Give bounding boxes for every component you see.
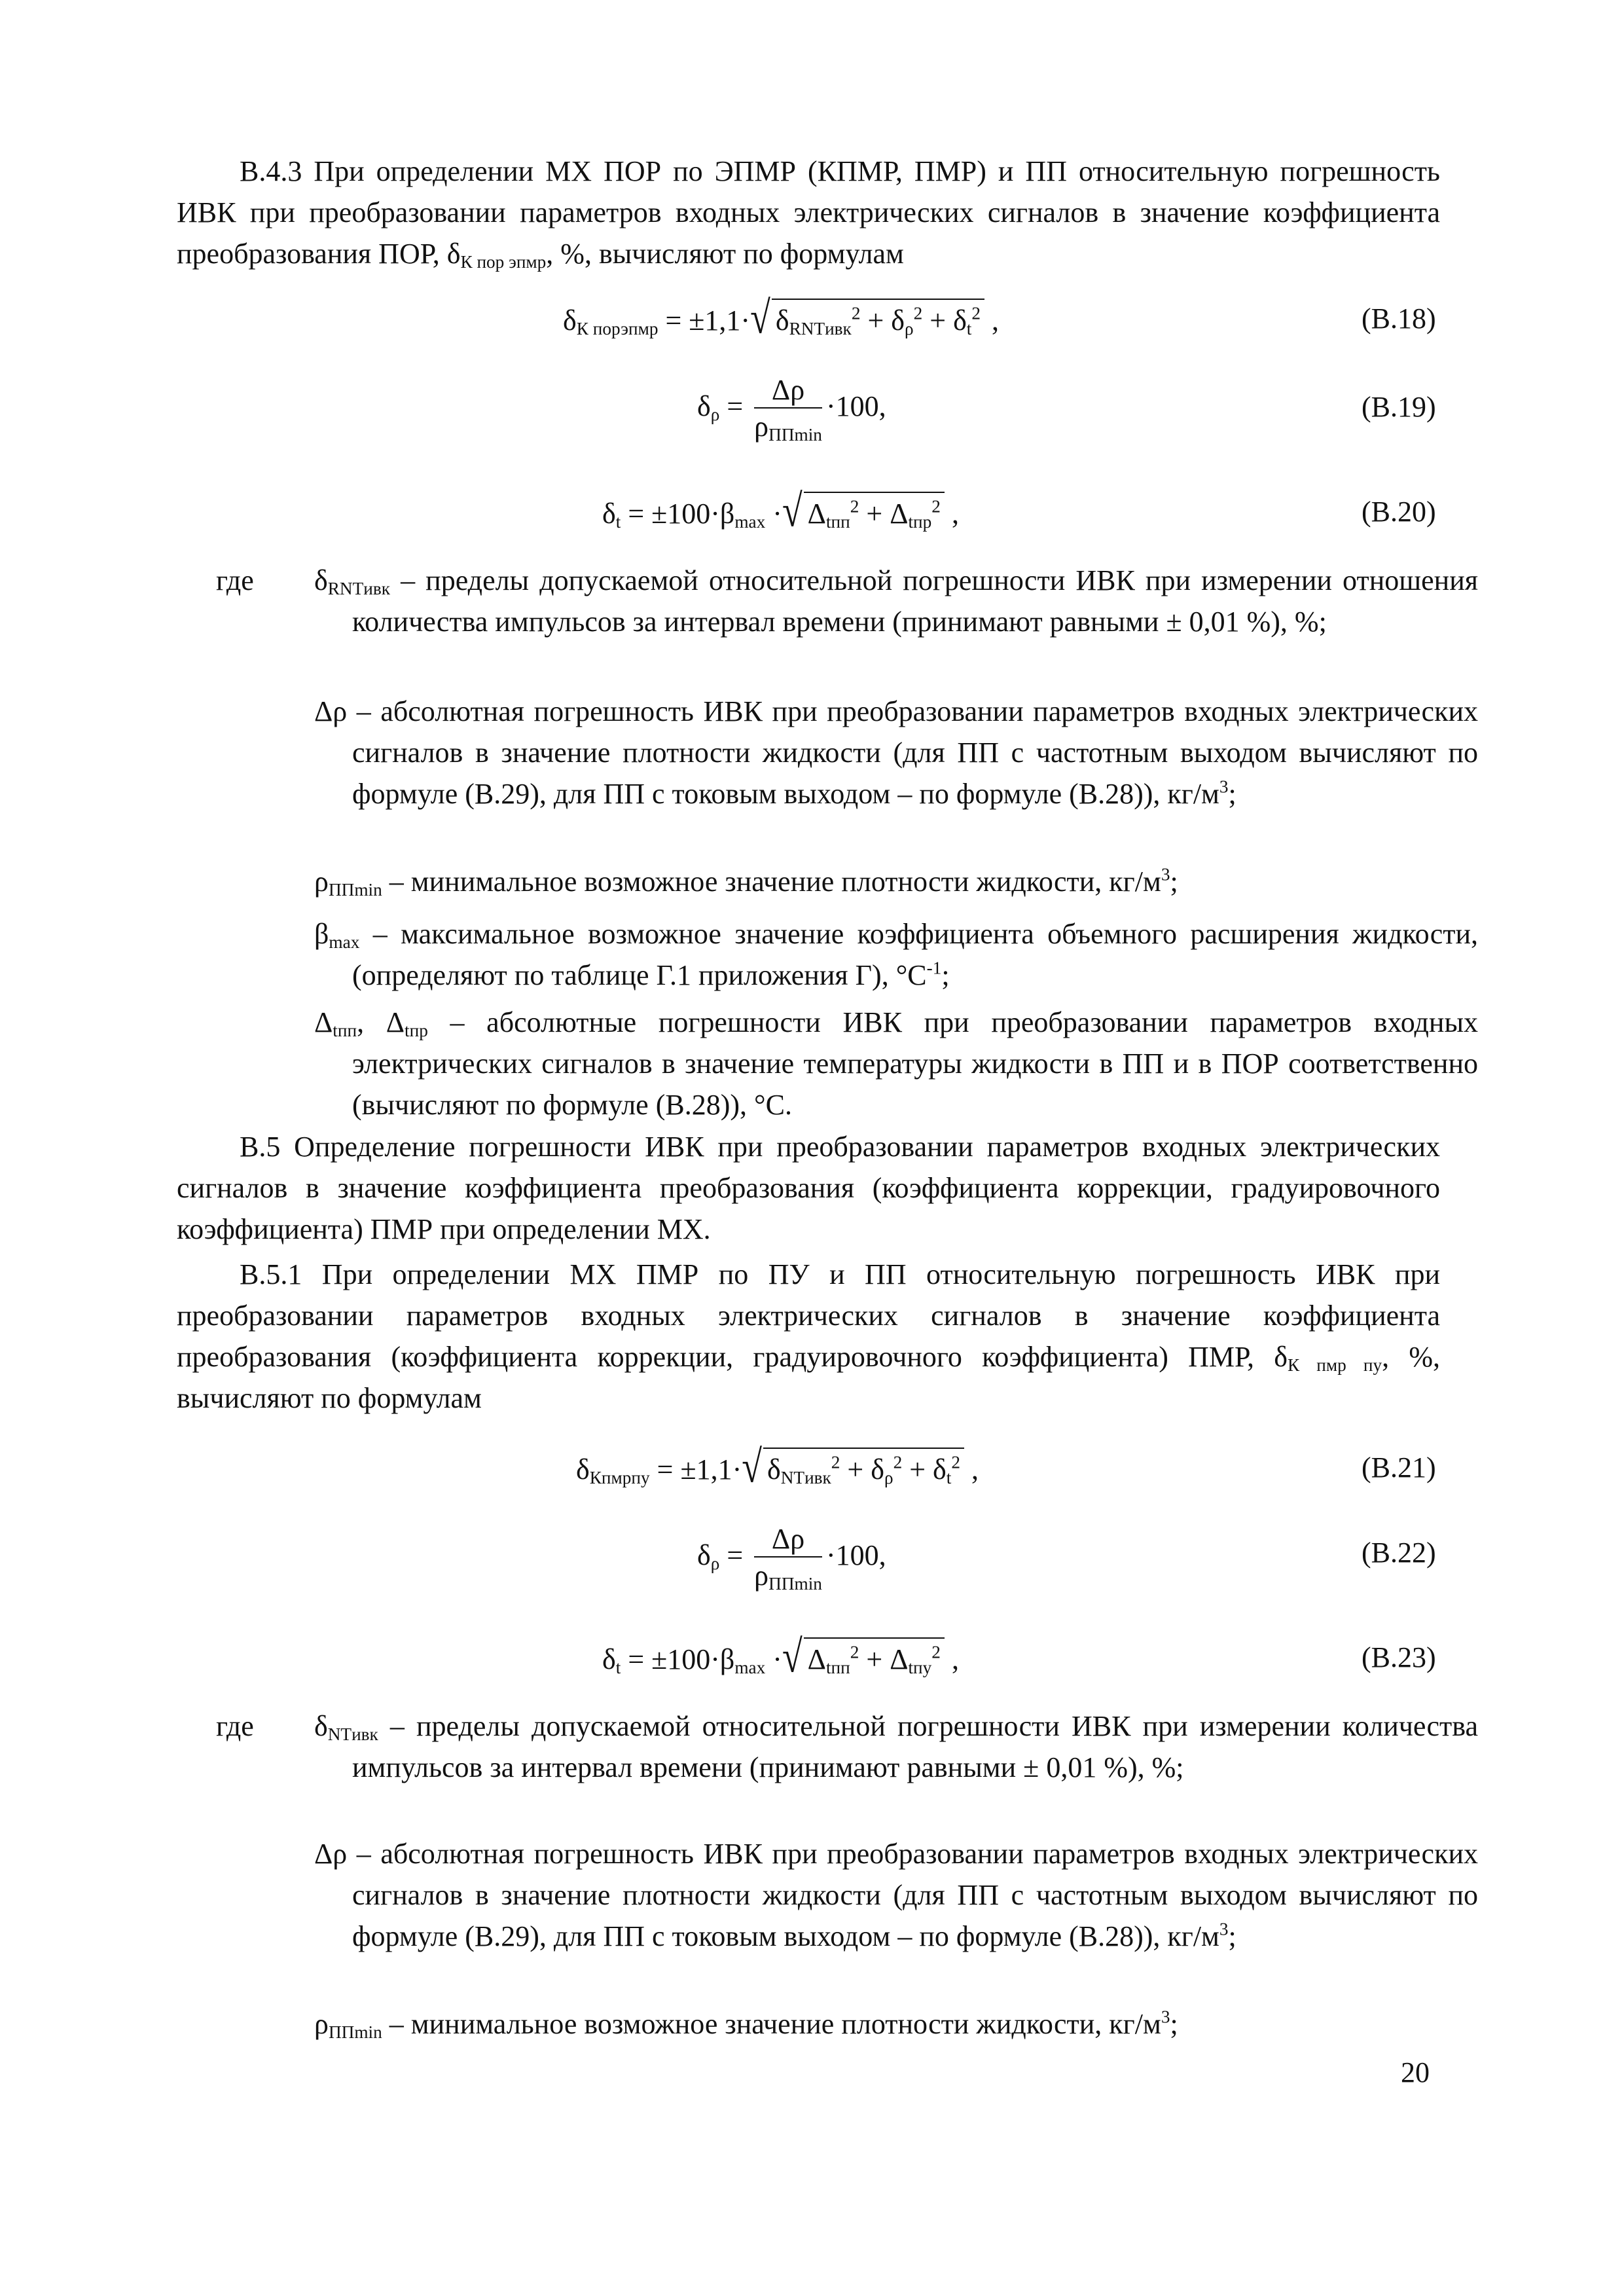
equation-number-b21: (В.21) <box>1362 1451 1436 1484</box>
equation-number-b22: (В.22) <box>1362 1537 1436 1569</box>
equation-number-b19: (В.19) <box>1362 391 1436 423</box>
formula-b19: $\delta_\rho$ = $\frac{\Delta\rho}{\rho_{ППmin}}$ ·100, <box>697 374 886 445</box>
formula-b22: $\delta_\rho$ = $\frac{\Delta\rho}{\rho_{ППmin}}$ ·100, <box>697 1523 886 1594</box>
formula-b23: $\delta_t = \pm 100\cdot\beta_{max}$ ·√ $\Delta_{tпп}^2 + \Delta_{tпу}^2$ , <box>602 1631 959 1683</box>
paragraph-b51: В.5.1 При определении МХ ПМР по ПУ и ПП относительную погрешность ИВК при преобразовании параметров входных электрических сигналов в значение коэффициента преобразования (коэффициента коррекции, градуировочного коэффициента) ПМР, $\delta_{К пмр пу}$, %, вычисляют по формулам <box>177 1258 1440 1414</box>
equation-number-b23: (В.23) <box>1362 1641 1436 1673</box>
definition-beta-max: $\beta_{max}$ – максимальное возможное значение коэффициента объемного расширения жидкости, (определяют по таблице Г.1 приложения Г), $^\circ С^{-1}$; <box>314 918 1478 991</box>
equation-number-b20: (В.20) <box>1362 496 1436 528</box>
paragraph-b5: В.5 Определение погрешности ИВК при преобразовании параметров входных электрических сигналов в значение коэффициента преобразования (коэффициента коррекции, градуировочного коэффициента) ПМР при определении МХ. <box>177 1131 1440 1245</box>
formula-b18: $\delta_{К порэпмр} = \pm 1,1\cdot√$ $\delta_{RNTивк}^2 + \delta_\rho^2 + \delta_t^2$ , <box>563 293 1000 344</box>
definition-delta-nt: $\delta_{NTивк}$ – пределы допускаемой относительной погрешности ИВК при измерении количества импульсов за интервал времени (принимают равными ± 0,01 %), %; <box>314 1710 1478 1783</box>
definition-delta-rho: Δρ – абсолютная погрешность ИВК при преобразовании параметров входных электрических сигналов в значение плотности жидкости (для ПП с частотным выходом вычисляют по формуле (В.29), для ПП с токовым выходом – по формуле (В.28)), $кг/м^3$; <box>314 1838 1478 1952</box>
where-label: где <box>216 1710 254 1742</box>
formula-b20: $\delta_t = \pm 100\cdot\beta_{max}$ ·√ $\Delta_{tпп}^2 + \Delta_{tпр}^2$ , <box>602 486 959 537</box>
formula-b21: $\delta_{Кпмрпу} = \pm 1,1\cdot√$ $\delta_{NTивк}^2 + \delta_\rho^2 + \delta_t^2$ , <box>576 1442 979 1493</box>
definition-delta-rnt: $\delta_{RNTивк}$ – пределы допускаемой относительной погрешности ИВК при измерении отношения количества импульсов за интервал времени (принимают равными ± 0,01 %), %; <box>314 564 1478 638</box>
page-number: 20 <box>1401 2056 1430 2088</box>
where-label: где <box>216 564 254 596</box>
equation-number-b18: (В.18) <box>1362 302 1436 335</box>
paragraph-b43: В.4.3 При определении МХ ПОР по ЭПМР (КПМР, ПМР) и ПП относительную погрешность ИВК при преобразовании параметров входных электрических сигналов в значение коэффициента преобразования ПОР, $\delta_{К пор эпмр}$, %, вычисляют по формулам <box>177 155 1440 272</box>
definition-delta-rho: Δρ – абсолютная погрешность ИВК при преобразовании параметров входных электрических сигналов в значение плотности жидкости (для ПП с частотным выходом вычисляют по формуле (В.29), для ПП с токовым выходом – по формуле (В.28)), $кг/м^3$; <box>314 695 1478 810</box>
definition-delta-t: $\Delta_{tпп}$, $\Delta_{tпр}$ – абсолютные погрешности ИВК при преобразовании параметров входных электрических сигналов в значение температуры жидкости в ПП и в ПОР соответственно (вычисляют по формуле (В.28)), °С. <box>314 1006 1479 1121</box>
definition-rho-min: $\rho_{ППmin}$ – минимальное возможное значение плотности жидкости, $кг/м^3$; <box>314 2007 1178 2042</box>
definition-rho-min: $\rho_{ППmin}$ – минимальное возможное значение плотности жидкости, $кг/м^3$; <box>314 864 1178 900</box>
